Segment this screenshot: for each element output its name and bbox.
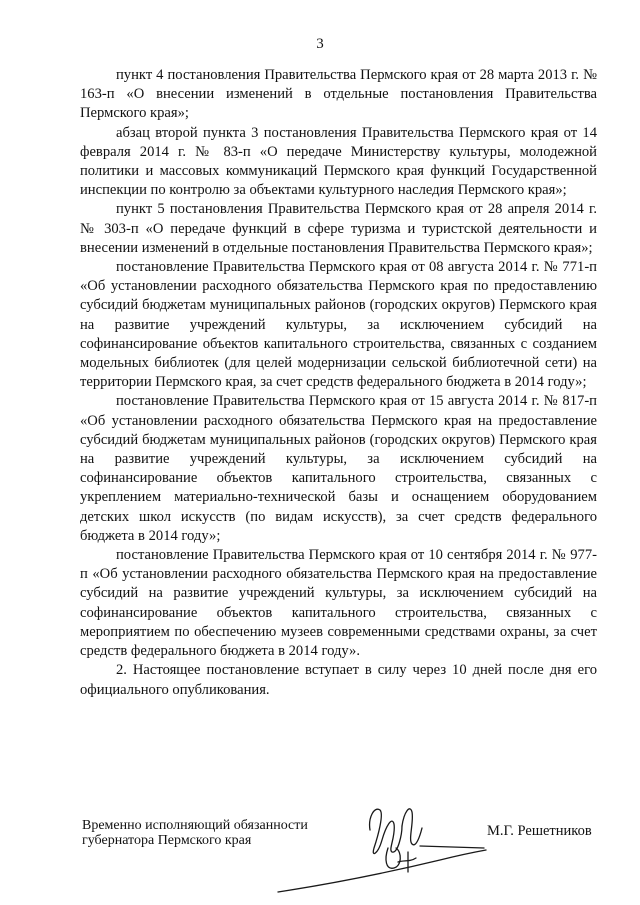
paragraph-item: пункт 4 постановления Правительства Пермского края от 28 марта 2013 г. № 163-п «О внесении изменений в отдельные постановления Правительства Пермского края»; (80, 67, 597, 122)
page-number: 3 (316, 36, 324, 52)
signatory-name: М.Г. Решетников (487, 823, 592, 839)
signatory-position-line-1: Временно исполняющий обязанности (82, 818, 308, 833)
signatory-position-line-2: губернатора Пермского края (82, 833, 252, 848)
document-body (80, 66, 597, 700)
paragraph-item: постановление Правительства Пермского края от 08 августа 2014 г. № 771-п «Об установлении расходного обязательства Пермского края по предоставлению субсидий бюджетам муниципальных районов (городских округов) Пермского края на развитие учреждений культуры, за исключением субсидий на софинансирование объектов капитального строительства, связанных с созданием модельных библиотек (для целей модернизации сельской библиотечной сети) на территории Пермского края, за счет средств федерального бюджета в 2014 году»; (80, 259, 597, 391)
handwritten-signature (270, 788, 500, 898)
paragraph-item: 2. Настоящее постановление вступает в силу через 10 дней после дня его официального опубликования. (80, 662, 597, 698)
paragraph-item: пункт 5 постановления Правительства Пермского края от 28 апреля 2014 г. № 303-п «О передаче функций в сфере туризма и туристской деятельности и внесении изменений в отдельные постановления Правительства Пермского края»; (80, 201, 597, 256)
paragraph-item: абзац второй пункта 3 постановления Правительства Пермского края от 14 февраля 2014 г. № 83-п «О передаче Министерству культуры, молодежной политики и массовых коммуникаций Пермского края функций Государственной инспекции по контролю за объектами культурного наследия Пермского края»; (80, 124, 597, 199)
paragraph-item: постановление Правительства Пермского края от 10 сентября 2014 г. № 977-п «Об установлении расходного обязательства Пермского края на предоставление субсидий на развитие учреждений культуры, за исключением субсидий на софинансирование объектов капитального строительства, связанных с мероприятием по обеспечению музеев современными средствами охраны, за счет средств федерального бюджета в 2014 году». (80, 547, 597, 660)
paragraph-item: постановление Правительства Пермского края от 15 августа 2014 г. № 817-п «Об установлении расходного обязательства Пермского края на предоставление субсидий бюджетам муниципальных районов (городских округов) Пермского края на развитие учреждений культуры, за исключением субсидий на софинансирование объектов капитального строительства, связанных с укреплением материально-технической базы и оснащением оборудованием детских школ искусств (по видам искусств), за счет средств федерального бюджета в 2014 году»; (80, 393, 597, 544)
